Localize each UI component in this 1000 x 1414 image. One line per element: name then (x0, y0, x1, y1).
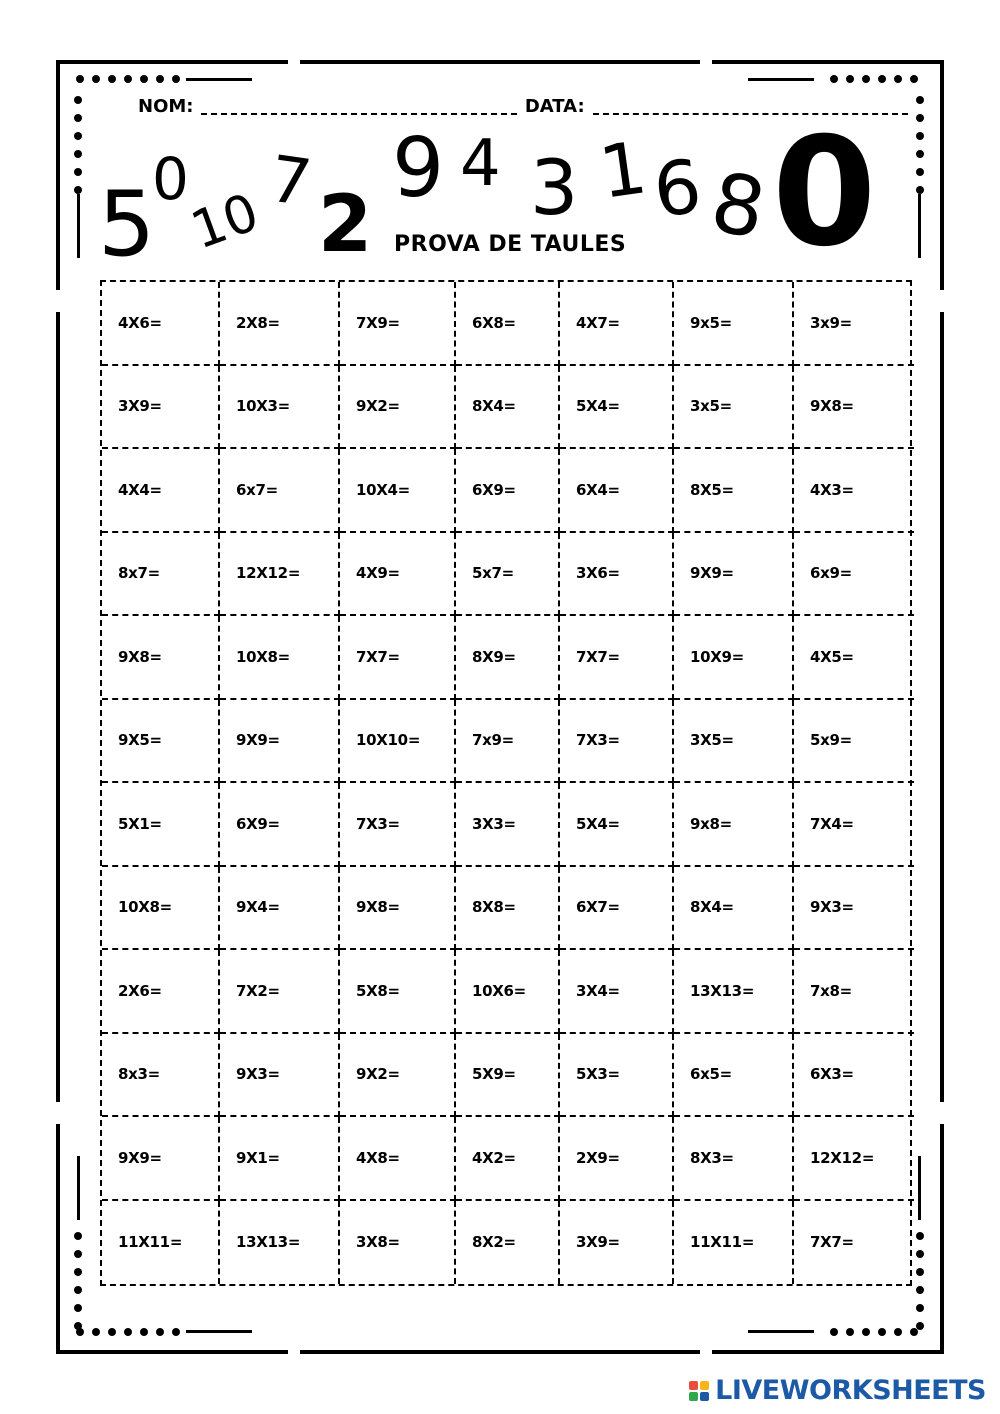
problem-cell[interactable]: 6X7= (560, 867, 674, 951)
problem-cell[interactable]: 8X4= (674, 867, 794, 951)
problem-cell[interactable]: 9X8= (102, 616, 220, 700)
problem-cell[interactable]: 9x5= (674, 282, 794, 366)
problem-cell[interactable]: 5X4= (560, 366, 674, 450)
problem-cell[interactable]: 10X6= (456, 950, 560, 1034)
name-label: NOM: (138, 96, 194, 117)
deco-number: 10 (183, 182, 267, 262)
problem-cell[interactable]: 4X2= (456, 1117, 560, 1201)
deco-number: 8 (704, 155, 773, 258)
problem-cell[interactable]: 8x3= (102, 1034, 220, 1118)
date-label: DATA: (524, 96, 585, 117)
dots-right-top (916, 96, 924, 194)
problem-cell[interactable]: 10X3= (220, 366, 340, 450)
problem-cell[interactable]: 2X8= (220, 282, 340, 366)
problem-cell[interactable]: 4X3= (794, 449, 914, 533)
problem-cell[interactable]: 3X4= (560, 950, 674, 1034)
problem-cell[interactable]: 10X9= (674, 616, 794, 700)
problem-cell[interactable]: 6x9= (794, 533, 914, 617)
problem-cell[interactable]: 7x9= (456, 700, 560, 784)
problem-cell[interactable]: 5X1= (102, 783, 220, 867)
problem-cell[interactable]: 8x7= (102, 533, 220, 617)
frame-top-left (56, 60, 288, 64)
problem-cell[interactable]: 11X11= (674, 1201, 794, 1285)
problem-cell[interactable]: 6x7= (220, 449, 340, 533)
frame-bottom-right (712, 1350, 944, 1354)
problem-cell[interactable]: 6X4= (560, 449, 674, 533)
name-field[interactable] (201, 99, 516, 115)
brand-name: LIVEWORKSHEETS (715, 1375, 986, 1406)
problem-cell[interactable]: 7X7= (340, 616, 456, 700)
problem-cell[interactable]: 12X12= (220, 533, 340, 617)
problem-cell[interactable]: 4X9= (340, 533, 456, 617)
frame-top-right (712, 60, 944, 64)
dots-left-top (74, 96, 82, 194)
dots-bottom-right (830, 1328, 918, 1336)
dots-bottom-left (76, 1328, 180, 1336)
dots-top-right (830, 75, 918, 83)
problem-cell[interactable]: 9x8= (674, 783, 794, 867)
problem-cell[interactable]: 3X9= (560, 1201, 674, 1285)
problem-cell[interactable]: 3X8= (340, 1201, 456, 1285)
problem-cell[interactable]: 2X9= (560, 1117, 674, 1201)
problem-cell[interactable]: 10X4= (340, 449, 456, 533)
problem-cell[interactable]: 8X8= (456, 867, 560, 951)
frame-right-bottom (940, 1124, 944, 1354)
problem-cell[interactable]: 10X8= (220, 616, 340, 700)
problem-cell[interactable]: 2X6= (102, 950, 220, 1034)
deco-number: 3 (530, 143, 579, 232)
problem-cell[interactable]: 3X3= (456, 783, 560, 867)
logo-square (689, 1392, 698, 1401)
frame-bottom-center (300, 1350, 700, 1354)
problem-cell[interactable]: 6X9= (220, 783, 340, 867)
frame-right-mid (940, 312, 944, 1102)
problem-cell[interactable]: 9X3= (220, 1034, 340, 1118)
inner-dash-top-right (748, 78, 814, 81)
problem-cell[interactable]: 3X6= (560, 533, 674, 617)
problem-cell[interactable]: 9X8= (340, 867, 456, 951)
frame-top-center (300, 60, 700, 64)
problem-cell[interactable]: 9X1= (220, 1117, 340, 1201)
deco-number: 2 (318, 180, 373, 270)
problem-cell[interactable]: 4X6= (102, 282, 220, 366)
footer-brand (689, 1375, 986, 1406)
inner-dash-left-bottom (77, 1156, 80, 1220)
problem-cell[interactable]: 5x9= (794, 700, 914, 784)
problem-cell[interactable]: 9X2= (340, 1034, 456, 1118)
problem-cell[interactable]: 8X9= (456, 616, 560, 700)
page-title: PROVA DE TAULES (394, 232, 627, 257)
problem-cell[interactable]: 5X9= (456, 1034, 560, 1118)
deco-number: 7 (265, 142, 316, 222)
logo-square (689, 1381, 698, 1390)
problem-cell[interactable]: 9X2= (340, 366, 456, 450)
problem-cell[interactable]: 9X9= (220, 700, 340, 784)
logo-square (700, 1392, 709, 1401)
frame-left-top (56, 60, 60, 290)
frame-right-top (940, 60, 944, 290)
problem-cell[interactable]: 3x5= (674, 366, 794, 450)
dots-right-bottom (916, 1232, 924, 1330)
problem-cell[interactable]: 7X3= (340, 783, 456, 867)
problem-cell[interactable]: 3X5= (674, 700, 794, 784)
problem-grid (100, 280, 912, 1286)
problem-cell[interactable]: 9X3= (794, 867, 914, 951)
problem-cell[interactable]: 9X9= (674, 533, 794, 617)
problem-cell[interactable]: 8X3= (674, 1117, 794, 1201)
problem-cell[interactable]: 8X5= (674, 449, 794, 533)
problem-cell[interactable]: 4X8= (340, 1117, 456, 1201)
deco-number: 5 (98, 172, 156, 277)
problem-cell[interactable]: 11X11= (102, 1201, 220, 1285)
logo-square (700, 1381, 709, 1390)
deco-number: 9 (392, 121, 445, 216)
problem-cell[interactable]: 5X4= (560, 783, 674, 867)
problem-cell[interactable]: 9X4= (220, 867, 340, 951)
problem-cell[interactable]: 6x5= (674, 1034, 794, 1118)
inner-dash-bottom-right (748, 1330, 814, 1333)
deco-number: 0 (152, 145, 189, 213)
problem-cell[interactable]: 7X4= (794, 783, 914, 867)
deco-number: 1 (594, 125, 652, 215)
problem-cell[interactable]: 3x9= (794, 282, 914, 366)
frame-bottom-left (56, 1350, 288, 1354)
problem-cell[interactable]: 7X7= (810, 1233, 854, 1252)
problem-cell[interactable]: 5X8= (340, 950, 456, 1034)
problem-cell[interactable]: 5X3= (560, 1034, 674, 1118)
inner-dash-bottom-left (186, 1330, 252, 1333)
problem-cell[interactable]: 6X3= (794, 1034, 914, 1118)
inner-dash-left-top (77, 194, 80, 258)
problem-cell[interactable]: 9X9= (102, 1117, 220, 1201)
problem-cell[interactable]: 7X3= (560, 700, 674, 784)
problem-cell[interactable]: 3X9= (102, 366, 220, 450)
problem-cell[interactable]: 6X9= (456, 449, 560, 533)
problem-cell[interactable]: 4X7= (560, 282, 674, 366)
deco-number: 0 (772, 106, 877, 280)
problem-cell[interactable]: 9X5= (102, 700, 220, 784)
deco-number: 6 (649, 143, 706, 235)
frame-left-bottom (56, 1124, 60, 1354)
problem-cell[interactable]: 8X2= (456, 1201, 560, 1285)
inner-dash-right-top (918, 194, 921, 258)
problem-cell[interactable]: 8X4= (456, 366, 560, 450)
problem-cell[interactable]: 7X2= (220, 950, 340, 1034)
problem-cell[interactable]: 7x8= (794, 950, 914, 1034)
frame-left-mid (56, 312, 60, 1102)
liveworksheets-logo-icon (689, 1381, 709, 1401)
problem-cell[interactable]: 5x7= (456, 533, 560, 617)
problem-cell[interactable]: 4X4= (102, 449, 220, 533)
problem-cell[interactable]: 13X13= (220, 1201, 340, 1285)
problem-cell[interactable]: 10X8= (102, 867, 220, 951)
problem-cell[interactable]: 13X13= (674, 950, 794, 1034)
problem-cell[interactable]: 12X12= (794, 1117, 914, 1201)
problem-cell[interactable]: 7X9= (340, 282, 456, 366)
dots-top-left (76, 75, 180, 83)
deco-number: 4 (460, 127, 501, 201)
inner-dash-right-bottom (918, 1156, 921, 1220)
inner-dash-top-left (186, 78, 252, 81)
problem-cell[interactable]: 7X7= (560, 616, 674, 700)
problem-cell[interactable]: 9X8= (794, 366, 914, 450)
dots-left-bottom (74, 1232, 82, 1330)
problem-cell[interactable]: 6X8= (456, 282, 560, 366)
problem-cell[interactable]: 10X10= (340, 700, 456, 784)
problem-cell[interactable]: 4X5= (794, 616, 914, 700)
